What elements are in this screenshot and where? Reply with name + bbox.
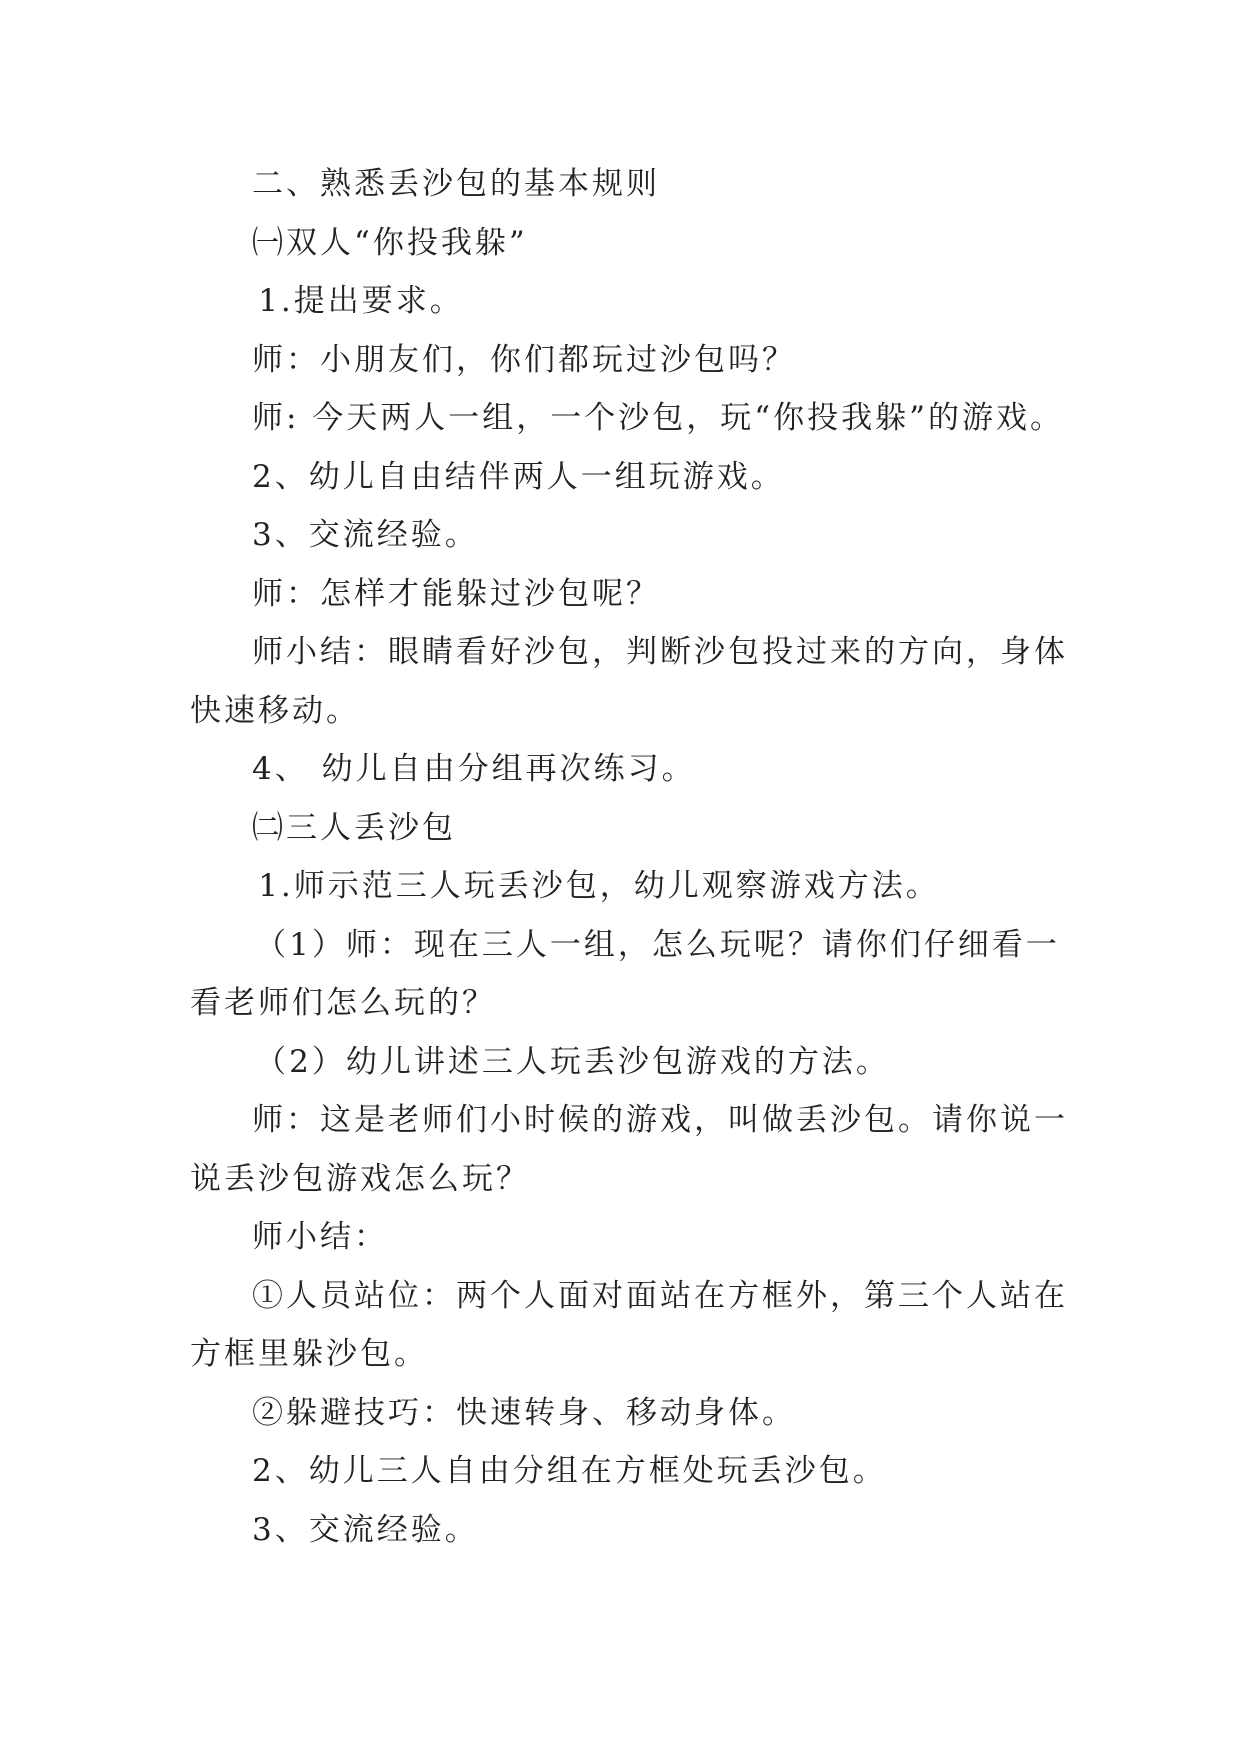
subsection-heading: ㈡三人丢沙包: [252, 809, 456, 846]
dialogue-line: 师: 今天两人一组，一个沙包，玩“你投我躲”的游戏。: [252, 400, 1064, 436]
step-item: 1.师示范三人玩丢沙包，幼儿观察游戏方法。: [258, 868, 940, 904]
dialogue-line: 师：这是老师们小时候的游戏，叫做丢沙包。请你说一说丢沙包游戏怎么玩？: [190, 1102, 1068, 1197]
step-item: 2、幼儿三人自由分组在方框处玩丢沙包。: [252, 1453, 887, 1489]
summary-point: ②躲避技巧：快速转身、移动身体。: [252, 1394, 796, 1431]
section-heading: 二、熟悉丢沙包的基本规则: [252, 166, 660, 202]
step-item: 1.提出要求。: [258, 283, 464, 319]
sub-step-item: （1）师：现在三人一组，怎么玩呢？请你们仔细看一看老师们怎么玩的？: [190, 926, 1060, 1021]
step-item: 2、幼儿自由结伴两人一组玩游戏。: [252, 458, 785, 495]
dialogue-line: 师：怎样才能躲过沙包呢？: [252, 575, 660, 612]
subsection-heading: ㈠双人“你投我躲”: [252, 224, 528, 261]
step-item: 3、交流经验。: [252, 1511, 479, 1548]
step-item: 3、交流经验。: [252, 517, 479, 553]
document-body: [190, 155, 1070, 1559]
summary-paragraph: 师小结：眼睛看好沙包，判断沙包投过来的方向，身体快速移动。: [190, 634, 1068, 729]
step-item: 4、 幼儿自由分组再次练习。: [252, 751, 696, 787]
summary-label: 师小结：: [252, 1219, 388, 1255]
sub-step-item: （2）幼儿讲述三人玩丢沙包游戏的方法。: [255, 1043, 890, 1080]
summary-point: ①人员站位：两个人面对面站在方框外，第三个人站在方框里躲沙包。: [190, 1277, 1068, 1372]
dialogue-line: 师：小朋友们，你们都玩过沙包吗？: [252, 341, 796, 378]
